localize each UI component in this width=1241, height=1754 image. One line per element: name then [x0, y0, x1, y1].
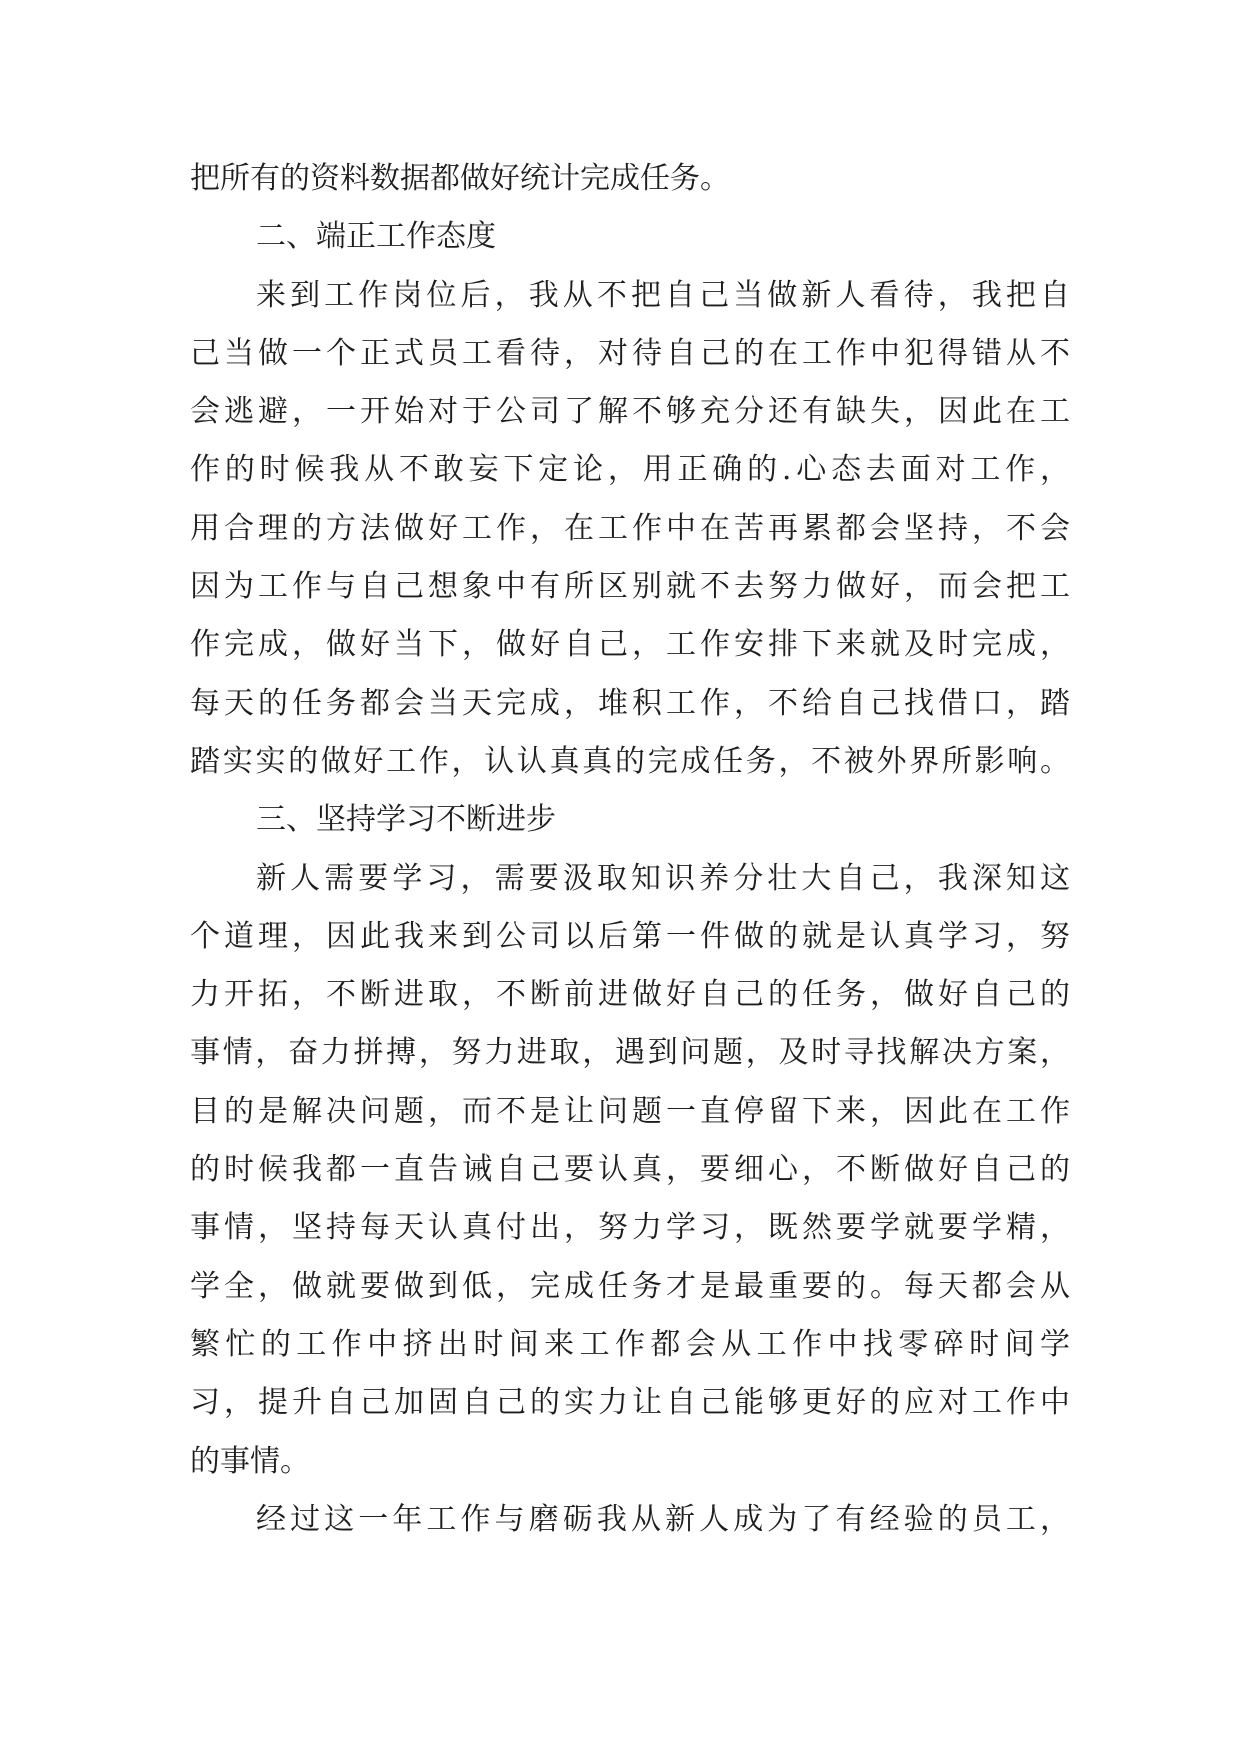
- paragraph-line: 新人需要学习，需要汲取知识养分壮大自己，我深知这: [256, 860, 1070, 896]
- paragraph-line: 事情，奋力拼搏，努力进取，遇到问题，及时寻找解决方案，: [190, 1035, 1070, 1071]
- document-body: [190, 150, 1070, 1549]
- paragraph-line: 力开拓，不断进取，不断前进做好自己的任务，做好自己的: [190, 977, 1070, 1013]
- paragraph-line: 事情，坚持每天认真付出，努力学习，既然要学就要学精，: [190, 1210, 1070, 1246]
- paragraph-line: 经过这一年工作与磨砺我从新人成为了有经验的员工，: [256, 1501, 1070, 1537]
- paragraph-line: 己当做一个正式员工看待，对待自己的在工作中犯得错从不: [190, 335, 1070, 371]
- paragraph-line: 因为工作与自己想象中有所区别就不去努力做好，而会把工: [190, 569, 1070, 605]
- paragraph-line: 个道理，因此我来到公司以后第一件做的就是认真学习，努: [190, 918, 1070, 954]
- paragraph-line: 会逃避，一开始对于公司了解不够充分还有缺失，因此在工: [190, 394, 1070, 430]
- paragraph-line: 的事情。: [190, 1443, 310, 1479]
- paragraph-line: 每天的任务都会当天完成，堆积工作，不给自己找借口，踏: [190, 685, 1070, 721]
- paragraph-line: 踏实实的做好工作，认认真真的完成任务，不被外界所影响。: [190, 743, 1070, 779]
- paragraph-line: 的时候我都一直告诫自己要认真，要细心，不断做好自己的: [190, 1152, 1070, 1188]
- paragraph-line: 学全，做就要做到低，完成任务才是最重要的。每天都会从: [190, 1268, 1070, 1304]
- paragraph-line: 来到工作岗位后，我从不把自己当做新人看待，我把自: [256, 277, 1070, 313]
- paragraph-line: 目的是解决问题，而不是让问题一直停留下来，因此在工作: [190, 1093, 1070, 1129]
- paragraph-line: 把所有的资料数据都做好统计完成任务。: [190, 161, 730, 196]
- paragraph-line: 用合理的方法做好工作，在工作中在苦再累都会坚持，不会: [190, 510, 1070, 546]
- paragraph-line: 习，提升自己加固自己的实力让自己能够更好的应对工作中: [190, 1385, 1070, 1421]
- paragraph-line: 繁忙的工作中挤出时间来工作都会从工作中找零碎时间学: [190, 1326, 1070, 1362]
- section-heading: 二、端正工作态度: [256, 219, 496, 255]
- paragraph-line: 作完成，做好当下，做好自己，工作安排下来就及时完成，: [190, 627, 1070, 663]
- paragraph-line: 作的时候我从不敢妄下定论，用正确的.心态去面对工作，: [190, 452, 1070, 488]
- section-heading: 三、坚持学习不断进步: [256, 802, 556, 838]
